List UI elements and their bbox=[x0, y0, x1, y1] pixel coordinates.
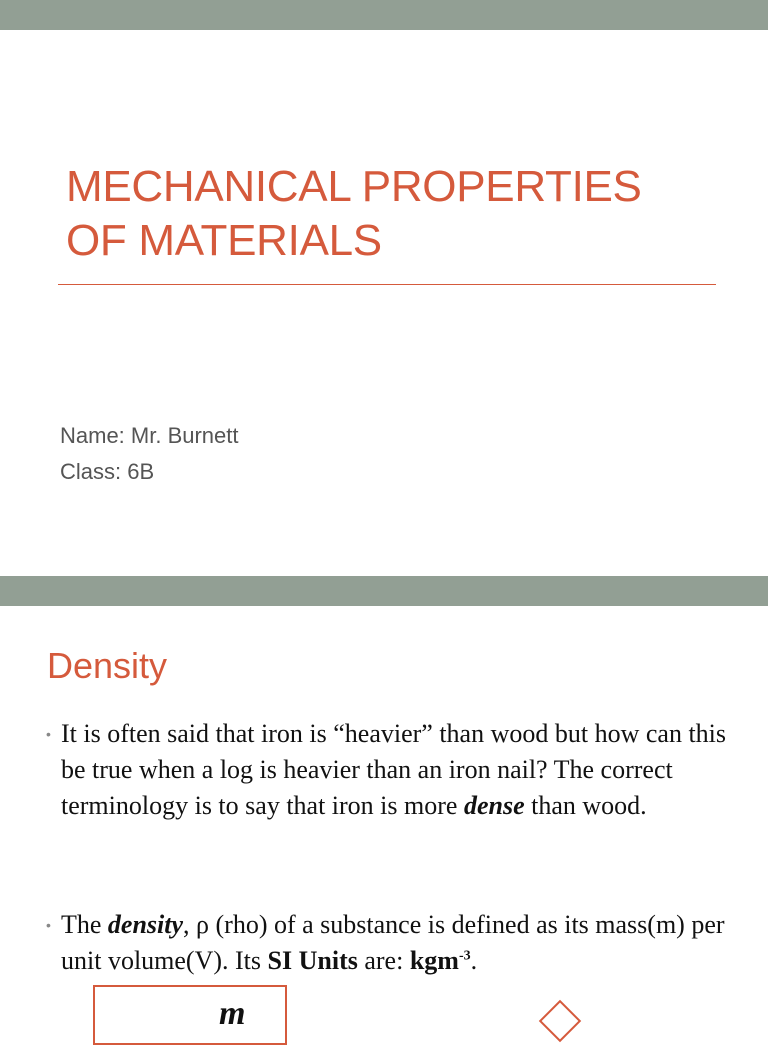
slide-divider-band bbox=[0, 576, 768, 606]
diamond-shape bbox=[539, 1000, 581, 1042]
title-underline bbox=[58, 284, 716, 285]
slide-title bbox=[66, 160, 726, 268]
top-band bbox=[0, 0, 768, 30]
bullet-icon: • bbox=[46, 726, 51, 742]
density-heading: Density bbox=[47, 645, 168, 686]
title-line-1: MECHANICAL PROPERTIES bbox=[66, 162, 642, 211]
class-label: Class: 6B bbox=[60, 459, 155, 484]
bullet-paragraph-1: • It is often said that iron is “heavier” than wood but how can this be true when a log is heavier than an iron nail? The correct terminology is to say that iron is more dense than wood. bbox=[46, 716, 746, 824]
author-name: Name: Mr. Burnett bbox=[60, 423, 239, 448]
title-line-2: OF MATERIALS bbox=[66, 216, 382, 265]
formula-box bbox=[93, 985, 287, 1045]
bullet-icon: • bbox=[46, 917, 51, 933]
bullet-paragraph-2: • The density, ρ (rho) of a substance is defined as its mass(m) per unit volume(V). Its SI Units are: kgm$^{-3}$. bbox=[46, 907, 746, 979]
formula-mass-symbol: m bbox=[219, 995, 246, 1032]
unit-kgm: kgm bbox=[409, 946, 459, 975]
si-units-label: SI Units bbox=[267, 946, 358, 975]
emphasis-density: density bbox=[107, 910, 184, 939]
unit-exponent: -3 bbox=[458, 948, 471, 964]
emphasis-dense: dense bbox=[463, 791, 525, 820]
